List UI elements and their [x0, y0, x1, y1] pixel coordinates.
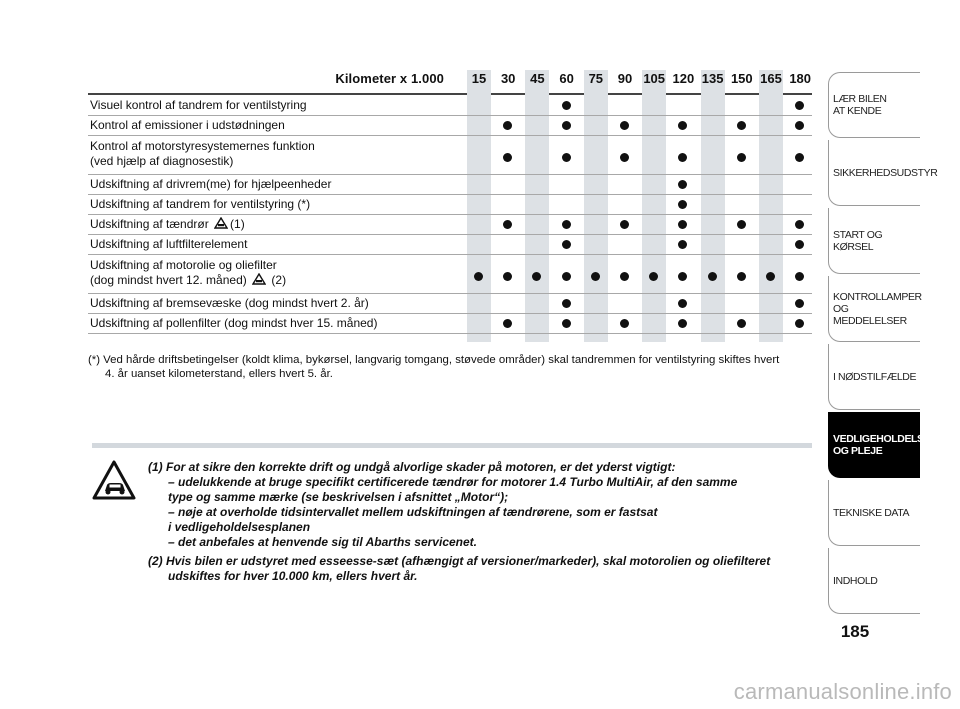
interval-dot: [737, 121, 746, 130]
chapter-tab-label: TEKNISKE DATA: [833, 506, 910, 519]
chapter-tab[interactable]: [828, 208, 920, 274]
warning-line-3: type og samme mærke (se beskrivelsen i afsnittet „Motor“);: [168, 490, 509, 504]
interval-dot: [678, 299, 687, 308]
section-separator: [92, 443, 812, 448]
interval-dot: [503, 121, 512, 130]
column-header: 120: [672, 71, 695, 86]
chapter-tab[interactable]: [828, 480, 920, 546]
interval-dot: [591, 272, 600, 281]
interval-dot: [620, 272, 629, 281]
row-label: [90, 258, 286, 288]
interval-dot: [678, 153, 687, 162]
table-body: [88, 96, 812, 334]
interval-dot: [562, 121, 571, 130]
footnote-line-2: 4. år uanset kilometerstand, ellers hvert 5. år.: [105, 368, 333, 380]
row-label-text: Udskiftning af tændrør: [90, 217, 213, 231]
interval-dot: [620, 121, 629, 130]
interval-dot: [562, 153, 571, 162]
chapter-tab[interactable]: [828, 344, 920, 410]
chapter-tab-label: I NØDSTILFÆLDE: [833, 370, 917, 383]
watermark: carmanualsonline.info: [733, 679, 952, 704]
interval-dot: [737, 153, 746, 162]
interval-dot: [562, 101, 571, 110]
interval-dot: [708, 272, 717, 281]
interval-dot: [678, 200, 687, 209]
interval-dot: [678, 180, 687, 189]
chapter-tab[interactable]: [828, 276, 920, 342]
table-row: [88, 96, 812, 116]
interval-dot: [678, 240, 687, 249]
interval-dot: [474, 272, 483, 281]
row-label-text: Udskiftning af luftfilterelement: [90, 237, 248, 251]
column-header: 180: [789, 71, 812, 86]
column-header: 30: [500, 71, 516, 86]
chapter-tab-label: INDHOLD: [833, 574, 878, 587]
interval-dot: [620, 153, 629, 162]
interval-dot: [503, 272, 512, 281]
row-label: [90, 177, 331, 192]
interval-dot: [795, 272, 804, 281]
chapter-tab-label: LÆR BILEN AT KENDE: [833, 93, 887, 117]
warning-line-1: (1) For at sikre den korrekte drift og undgå alvorlige skader på motoren, er det yderst vigtigt:: [148, 460, 676, 474]
row-label-text: Kontrol af emissioner i udstødningen: [90, 118, 285, 132]
interval-dot: [678, 220, 687, 229]
interval-dot: [532, 272, 541, 281]
row-label: [90, 98, 307, 113]
chapter-tab[interactable]: [828, 412, 931, 478]
warning-triangle-car-icon: [92, 460, 136, 500]
interval-dot: [795, 220, 804, 229]
chapter-tab-label: VEDLIGEHOLDELSE OG PLEJE: [833, 432, 931, 457]
chapter-tab[interactable]: [828, 140, 938, 206]
warning-line-2: – udelukkende at bruge specifikt certificerede tændrør for motorer 1.4 Turbo MultiAir, af den samme: [168, 475, 738, 489]
interval-dot: [503, 319, 512, 328]
km-header-label: Kilometer x 1.000: [335, 71, 444, 86]
table-row: [88, 215, 812, 235]
footnote: [88, 353, 808, 381]
interval-dot: [562, 299, 571, 308]
chapter-tab-label: START OG KØRSEL: [833, 228, 883, 253]
table-row: [88, 136, 812, 175]
interval-dot: [795, 319, 804, 328]
chapter-tab-label: SIKKERHEDSUDSTYR: [833, 166, 938, 179]
row-label-text: Kontrol af motorstyresystemernes funktion: [90, 139, 315, 153]
chapter-tab[interactable]: [828, 548, 920, 614]
warning-line-5: i vedligeholdelsesplanen: [168, 520, 311, 534]
row-label-text: (dog mindst hvert 12. måned): [90, 273, 251, 287]
table-row: [88, 314, 812, 334]
interval-dot: [795, 240, 804, 249]
row-label-text: Udskiftning af tandrem for ventilstyring (*): [90, 197, 311, 211]
warning-note-2-line-2: udskiftes for hver 10.000 km, ellers hvert år.: [168, 569, 418, 583]
interval-dot: [562, 272, 571, 281]
column-header: 105: [643, 71, 666, 86]
table-row: [88, 294, 812, 314]
interval-dot: [766, 272, 775, 281]
warning-line-4: – nøje at overholde tidsintervallet mellem udskiftningen af tændrørene, som er fastsat: [168, 505, 658, 519]
row-label-text: (1): [230, 217, 245, 231]
interval-dot: [503, 153, 512, 162]
interval-dot: [503, 220, 512, 229]
interval-dot: [649, 272, 658, 281]
column-header: 75: [588, 71, 604, 86]
table-row: [88, 116, 812, 136]
row-label-text: (2): [268, 273, 287, 287]
interval-dot: [620, 220, 629, 229]
row-label-text: Visuel kontrol af tandrem for ventilstyring: [90, 98, 307, 112]
row-label: [90, 296, 369, 311]
row-label: [90, 217, 245, 232]
interval-dot: [562, 240, 571, 249]
row-label-text: Udskiftning af bremsevæske (dog mindst hvert 2. år): [90, 296, 369, 310]
interval-dot: [562, 220, 571, 229]
column-header: 15: [471, 71, 487, 86]
row-label-text: Udskiftning af pollenfilter (dog mindst hver 15. måned): [90, 316, 378, 330]
warning-note-2-line-1: (2) Hvis bilen er udstyret med esseesse-sæt (afhængigt af versioner/markeder), skal motorolien og oliefilteret: [148, 554, 771, 568]
page-number: 185: [840, 622, 870, 641]
row-label-text: (ved hjælp af diagnosestik): [90, 154, 234, 168]
interval-dot: [562, 319, 571, 328]
chapter-tabs: [828, 72, 938, 616]
interval-dot: [795, 153, 804, 162]
interval-dot: [737, 220, 746, 229]
column-header: 60: [559, 71, 574, 86]
footnote-line-1: (*) Ved hårde driftsbetingelser (koldt klima, bykørsel, langvarig tomgang, støvede områder) skal tandremmen for ventilstyring skiftes hvert: [88, 354, 780, 366]
row-label: [90, 118, 285, 133]
column-header: 135: [701, 71, 724, 86]
interval-dot: [737, 272, 746, 281]
warning-icon: [252, 273, 266, 285]
interval-dot: [795, 299, 804, 308]
column-header: 150: [730, 71, 753, 86]
column-header: 165: [760, 71, 782, 86]
row-label: [90, 316, 377, 331]
table-row: [88, 255, 812, 294]
warning-icon: [214, 217, 228, 229]
row-label: [90, 197, 310, 212]
row-label-text: Udskiftning af motorolie og oliefilter: [90, 258, 277, 272]
column-header: 90: [617, 71, 633, 86]
warning-box: [148, 460, 808, 584]
interval-dot: [620, 319, 629, 328]
row-label: [90, 139, 315, 169]
row-label-text: Udskiftning af drivrem(me) for hjælpeenheder: [90, 177, 332, 191]
maintenance-table: [88, 70, 812, 330]
interval-dot: [678, 272, 687, 281]
table-row: [88, 195, 812, 215]
interval-dot: [737, 319, 746, 328]
table-row: [88, 175, 812, 195]
interval-dot: [795, 121, 804, 130]
table-row: [88, 235, 812, 255]
chapter-tab-label: KONTROLLAMPER OG MEDDELELSER: [833, 290, 922, 327]
row-label: [90, 237, 247, 252]
interval-dot: [795, 101, 804, 110]
interval-dot: [678, 121, 687, 130]
chapter-tab[interactable]: [828, 72, 920, 138]
interval-dot: [678, 319, 687, 328]
warning-line-6: – det anbefales at henvende sig til Abarths servicenet.: [168, 535, 477, 549]
column-header: 45: [530, 71, 545, 86]
